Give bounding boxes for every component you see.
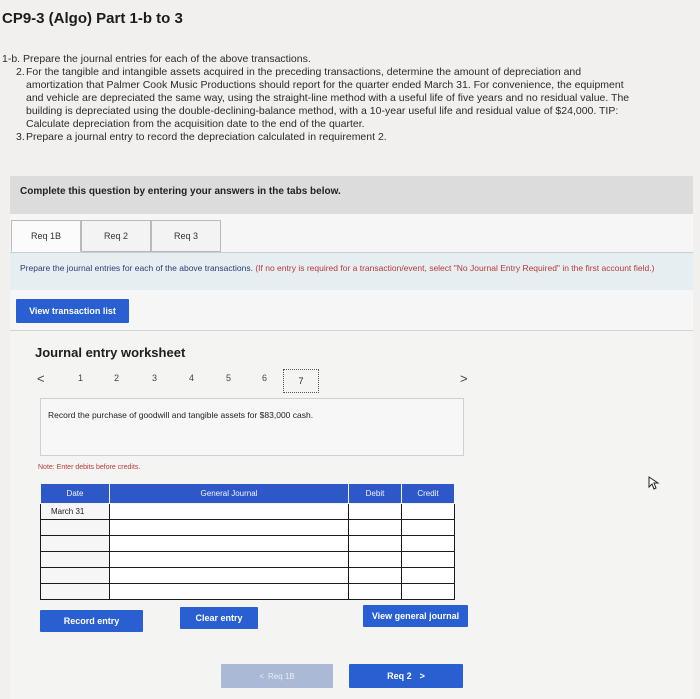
page-button-4[interactable]: 4 xyxy=(189,373,195,383)
page-button-5[interactable]: 5 xyxy=(226,373,232,383)
table-row xyxy=(41,568,455,584)
prev-requirement-button[interactable] xyxy=(221,664,333,688)
page-button-7-current[interactable]: 7 xyxy=(283,369,319,393)
next-requirement-label: Req 2 xyxy=(387,671,412,681)
chevron-left-icon: < xyxy=(259,671,264,681)
credit-input[interactable] xyxy=(402,536,455,552)
table-row xyxy=(41,504,455,520)
tab-req-3[interactable]: Req 3 xyxy=(151,220,221,252)
view-transaction-list-button[interactable]: View transaction list xyxy=(16,299,129,323)
debit-input[interactable] xyxy=(349,584,402,600)
table-row xyxy=(41,552,455,568)
worksheet-title: Journal entry worksheet xyxy=(35,345,186,360)
item-2-line: For the tangible and intangible assets acquired in the preceding transactions, determine the amount of depreciation and xyxy=(26,66,582,78)
debit-input[interactable] xyxy=(349,536,402,552)
view-general-journal-button[interactable]: View general journal xyxy=(363,605,468,627)
instructions xyxy=(2,53,692,144)
debit-input[interactable] xyxy=(349,520,402,536)
table-row xyxy=(41,520,455,536)
item-1b-number: 1-b. xyxy=(2,53,21,65)
mouse-cursor-icon xyxy=(647,476,661,490)
item-2-number: 2. xyxy=(16,66,25,78)
item-2-line: amortization that Palmer Cook Music Productions should report for the quarter ended March 31. For convenience, the equipment xyxy=(26,79,624,91)
account-input[interactable] xyxy=(110,504,349,520)
credit-input[interactable] xyxy=(402,568,455,584)
record-entry-button[interactable]: Record entry xyxy=(40,610,143,632)
prev-requirement-label: Req 1B xyxy=(267,671,295,681)
prompt-main: Prepare the journal entries for each of the above transactions. xyxy=(20,263,253,273)
item-3-number: 3. xyxy=(16,131,25,143)
column-header-debit: Debit xyxy=(349,484,402,504)
account-input[interactable] xyxy=(110,520,349,536)
tab-req-1b[interactable]: Req 1B xyxy=(11,220,81,252)
account-input[interactable] xyxy=(110,552,349,568)
next-requirement-button[interactable] xyxy=(349,664,463,688)
clear-entry-button[interactable]: Clear entry xyxy=(180,607,258,629)
credit-input[interactable] xyxy=(402,584,455,600)
table-row xyxy=(41,584,455,600)
item-1b-text: Prepare the journal entries for each of the above transactions. xyxy=(23,53,311,65)
debit-input[interactable] xyxy=(349,504,402,520)
prev-page-button[interactable]: < xyxy=(37,371,45,386)
account-input[interactable] xyxy=(110,584,349,600)
column-header-general-journal: General Journal xyxy=(110,484,349,504)
tab-req-2[interactable]: Req 2 xyxy=(81,220,151,252)
item-2-line: and vehicle are depreciated the same way, using the straight-line method with a useful life of five years and no residual value. The xyxy=(26,92,630,104)
credit-input[interactable] xyxy=(402,520,455,536)
banner-text: Complete this question by entering your answers in the tabs below. xyxy=(20,186,341,197)
page-button-2[interactable]: 2 xyxy=(114,373,120,383)
description-text: Record the purchase of goodwill and tangible assets for $83,000 cash. xyxy=(48,410,314,420)
account-input[interactable] xyxy=(110,568,349,584)
debit-credit-note: Note: Enter debits before credits. xyxy=(38,464,141,471)
page-button-3[interactable]: 3 xyxy=(152,373,158,383)
date-cell[interactable] xyxy=(41,536,110,552)
table-row xyxy=(41,536,455,552)
date-cell[interactable] xyxy=(41,584,110,600)
transaction-description xyxy=(40,398,464,456)
debit-input[interactable] xyxy=(349,552,402,568)
journal-table xyxy=(40,483,455,600)
chevron-right-icon: > xyxy=(419,671,425,681)
requirement-prompt xyxy=(10,252,693,290)
item-3-text: Prepare a journal entry to record the depreciation calculated in requirement 2. xyxy=(26,131,387,143)
date-cell[interactable]: March 31 xyxy=(41,504,110,520)
instruction-banner xyxy=(10,176,693,214)
credit-input[interactable] xyxy=(402,552,455,568)
page-title: CP9-3 (Algo) Part 1-b to 3 xyxy=(2,10,183,27)
page-button-1[interactable]: 1 xyxy=(78,373,84,383)
prompt-note: (If no entry is required for a transaction/event, select "No Journal Entry Required" in the first account field.) xyxy=(255,263,655,273)
page-button-6[interactable]: 6 xyxy=(262,373,268,383)
next-page-button[interactable]: > xyxy=(460,371,468,386)
date-cell[interactable] xyxy=(41,552,110,568)
item-2-line: building is depreciated using the double-declining-balance method, with a 10-year useful life and residual value of $24,000. TIP: xyxy=(26,105,619,117)
credit-input[interactable] xyxy=(402,504,455,520)
column-header-credit: Credit xyxy=(402,484,455,504)
date-cell[interactable] xyxy=(41,568,110,584)
date-cell[interactable] xyxy=(41,520,110,536)
column-header-date: Date xyxy=(41,484,110,504)
debit-input[interactable] xyxy=(349,568,402,584)
account-input[interactable] xyxy=(110,536,349,552)
item-2-line: Calculate depreciation from the acquisition date to the end of the quarter. xyxy=(26,118,365,130)
